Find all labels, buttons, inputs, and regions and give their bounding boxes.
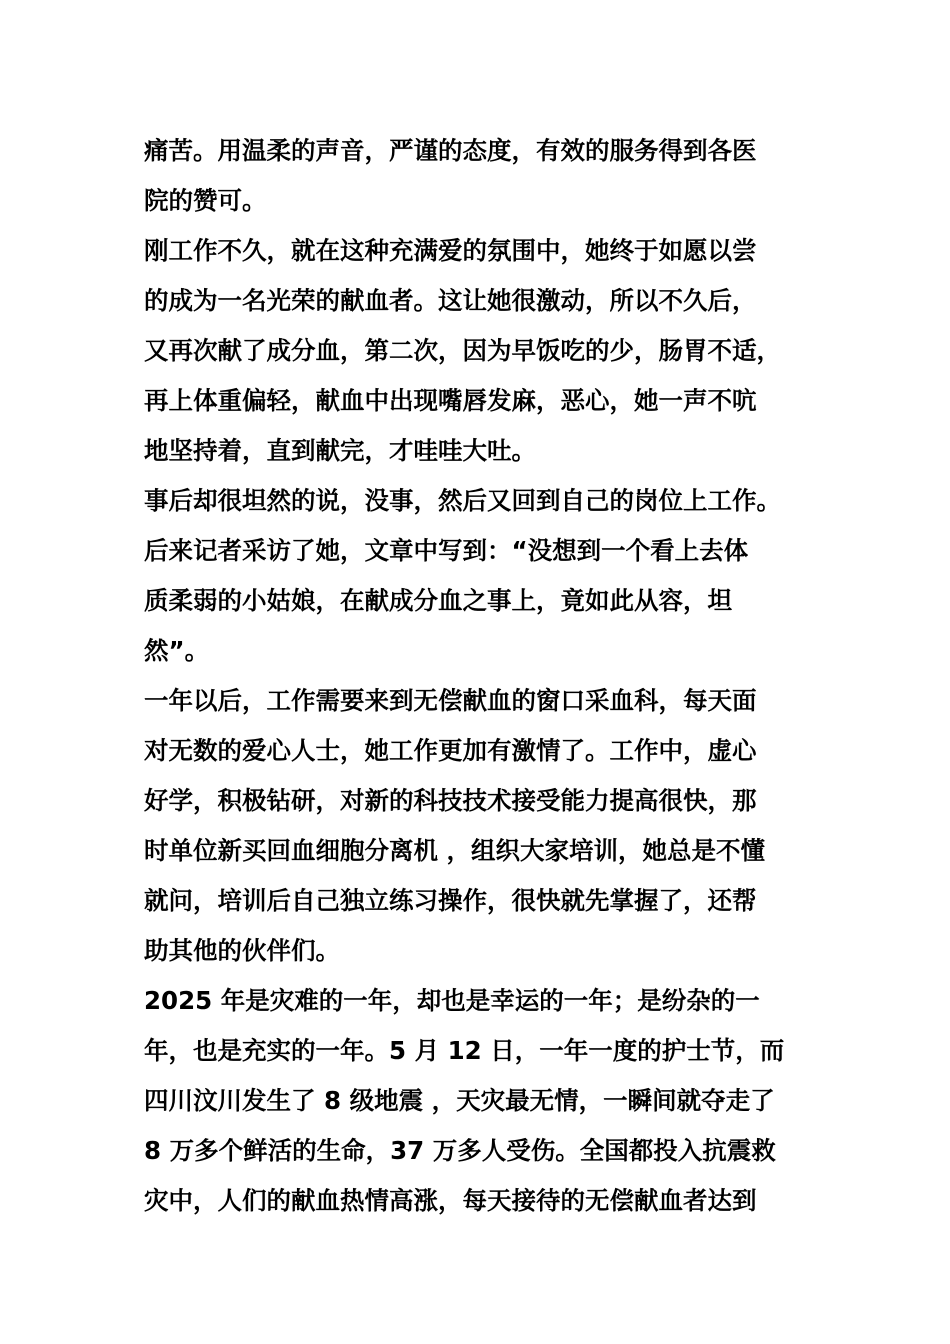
text-line: 8 万多个鲜活的生命，37 万多人受伤。全国都投入抗震救 [144,1136,776,1165]
text-line: 助其他的伙伴们。 [144,936,340,965]
text-line: 对无数的爱心人士，她工作更加有激情了。工作中，虚心 [144,736,757,765]
text-line: 后来记者采访了她，文章中写到：“没想到一个看上去体 [144,536,749,565]
text-line: 灾中，人们的献血热情高涨，每天接待的无偿献血者达到 [144,1186,757,1215]
text-line: 的成为一名光荣的献血者。这让她很激动，所以不久后， [144,286,757,315]
text-line: 又再次献了成分血，第二次，因为早饭吃的少，肠胃不适， [144,336,781,365]
text-line: 地坚持着，直到献完，才哇哇大吐。 [144,436,536,465]
text-line: 四川汶川发生了 8 级地震 ，天灾最无情，一瞬间就夺走了 [144,1086,775,1115]
text-line: 一年以后，工作需要来到无偿献血的窗口采血科，每天面 [144,686,757,715]
text-line: 时单位新买回血细胞分离机 ，组织大家培训，她总是不懂 [144,836,766,865]
text-line: 痛苦。用温柔的声音，严谨的态度，有效的服务得到各医 [144,136,757,165]
text-line: 好学，积极钻研，对新的科技技术接受能力提高很快，那 [144,786,757,815]
text-line: 质柔弱的小姑娘，在献成分血之事上，竟如此从容，坦 [144,586,732,615]
text-line: 就问，培训后自己独立练习操作，很快就先掌握了，还帮 [144,886,757,915]
text-line: 事后却很坦然的说，没事，然后又回到自己的岗位上工作。 [144,486,781,515]
text-line: 年，也是充实的一年。5 月 12 日，一年一度的护士节，而 [144,1036,785,1065]
text-line: 刚工作不久，就在这种充满爱的氛围中，她终于如愿以尝 [144,236,757,265]
text-line: 2025 年是灾难的一年，却也是幸运的一年；是纷杂的一 [144,986,760,1015]
text-line: 院的赞可。 [144,186,267,215]
text-line: 再上体重偏轻，献血中出现嘴唇发麻，恶心，她一声不吭 [144,386,757,415]
text-line: 然”。 [144,636,210,665]
